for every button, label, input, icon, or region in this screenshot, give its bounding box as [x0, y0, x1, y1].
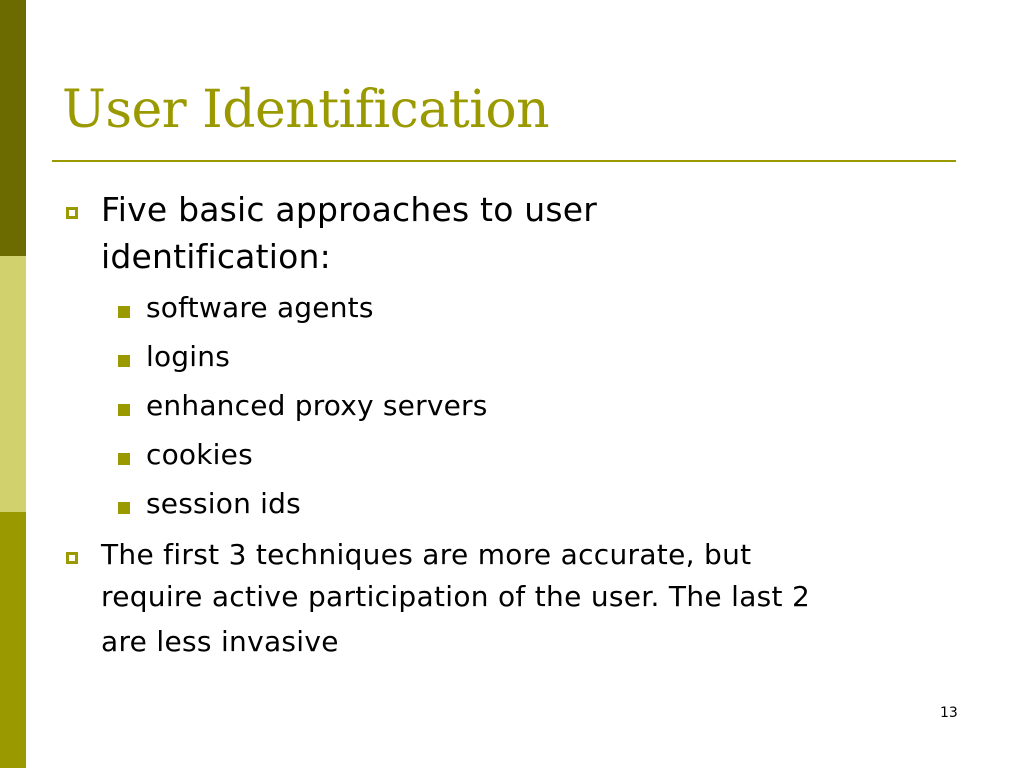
bullet-1-line-2: identification:: [101, 237, 331, 276]
hollow-square-bullet-icon: [66, 207, 78, 219]
sub-item: cookies: [146, 438, 253, 471]
filled-square-bullet-icon: [118, 453, 130, 465]
slide-number: 13: [940, 705, 958, 721]
filled-square-bullet-icon: [118, 355, 130, 367]
slide-title: User Identification: [62, 80, 550, 140]
bullet-1-line-1: Five basic approaches to user: [101, 190, 598, 229]
filled-square-bullet-icon: [118, 306, 130, 318]
filled-square-bullet-icon: [118, 502, 130, 514]
bullet-2-line-1: The first 3 techniques are more accurate, but: [101, 538, 752, 571]
sub-item: session ids: [146, 487, 301, 520]
left-bar-middle: [0, 256, 26, 512]
sub-item: logins: [146, 340, 230, 373]
bullet-2-line-2: require active participation of the user. The last 2: [101, 580, 811, 613]
filled-square-bullet-icon: [118, 404, 130, 416]
title-underline: [52, 160, 956, 162]
bullet-2-line-3: are less invasive: [101, 625, 339, 658]
sub-item: enhanced proxy servers: [146, 389, 488, 422]
hollow-square-bullet-icon: [66, 552, 78, 564]
left-bar-top: [0, 0, 26, 256]
left-bar-bottom: [0, 512, 26, 768]
sub-item: software agents: [146, 291, 374, 324]
